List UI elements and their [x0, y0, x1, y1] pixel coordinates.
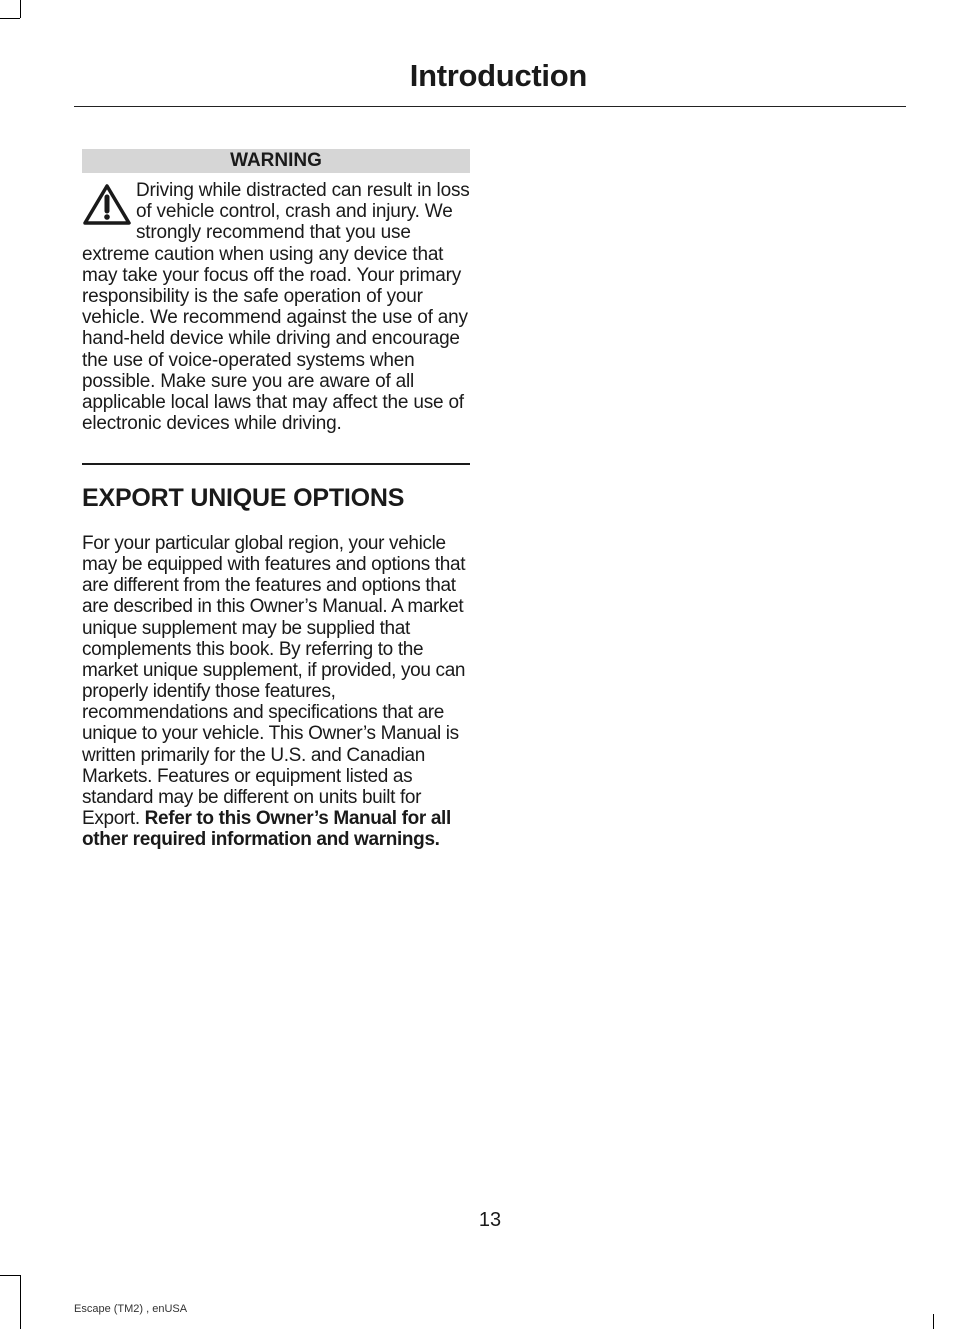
crop-mark [20, 0, 21, 18]
crop-mark [933, 1314, 934, 1329]
document-id: Escape (TM2) , enUSA [74, 1303, 188, 1315]
section-title: EXPORT UNIQUE OPTIONS [82, 484, 405, 512]
warning-box [82, 180, 470, 434]
crop-mark [0, 1275, 20, 1276]
section-body [82, 533, 472, 850]
title-divider [74, 106, 906, 107]
crop-mark [0, 18, 20, 19]
warning-divider [82, 463, 470, 465]
warning-text: Driving while distracted can result in loss of vehicle control, crash and injury. We strongly recommend that you use extreme caution when using any device that may take your focus off the road. Your primary responsibility is the safe operation of your vehicle. We recommend against the use of any hand-held device while driving and encourage the use of voice-operated systems when possible. Make sure you are aware of all applicable local laws that may affect the use of electronic devices while driving. [82, 180, 470, 435]
section-bold-text: Refer to this Owner’s Manual for all other required information and warnings. [82, 808, 451, 851]
page-number: 13 [478, 1209, 502, 1231]
warning-heading: WARNING [82, 149, 470, 173]
section-text: For your particular global region, your vehicle may be equipped with features and options that are different from the features and options that are described in this Owner’s Manual. A market unique supplement may be supplied that complements this book. By referring to the market unique supplement, if provided, you can properly identify those features, recommendations and specifications that are unique to your vehicle. This Owner’s Manual is written primarily for the U.S. and Canadian Markets. Features or equipment listed as standard may be different on units built for Export. [82, 533, 466, 830]
warning-triangle-icon [82, 183, 132, 227]
crop-mark [20, 1275, 21, 1329]
page-title: Introduction [409, 58, 587, 93]
